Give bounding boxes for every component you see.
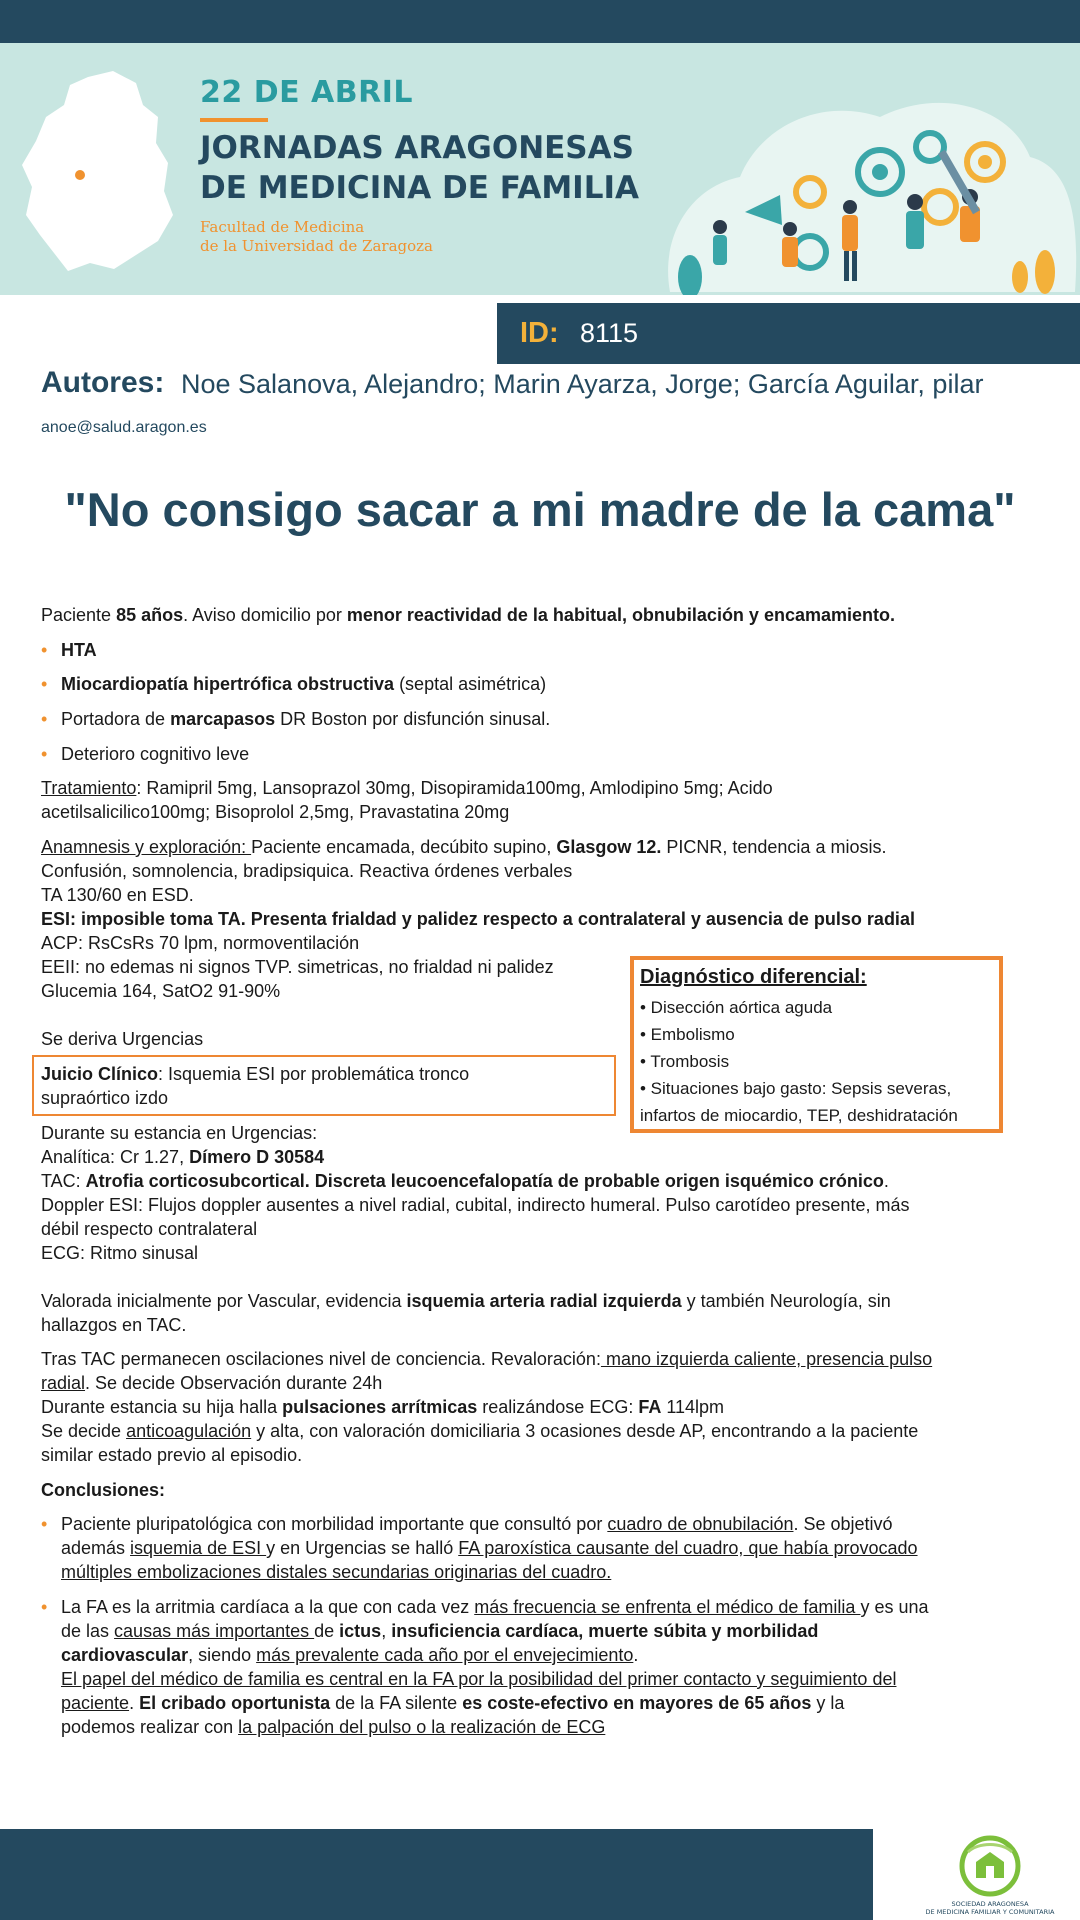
tratamiento-line-1: Tratamiento: Ramipril 5mg, Lansoprazol 30mg, Disopiramida100mg, Amlodipino 5mg; Acido [41, 778, 773, 798]
antecedente-deterioro: Deterioro cognitivo leve [61, 744, 250, 764]
diagnostico-item: • Disección aórtica aguda [640, 998, 833, 1017]
tratamiento-line-2: acetilsalicilico100mg; Bisoprolol 2,5mg, Pravastatina 20mg [41, 802, 510, 822]
diagnostico-item: infartos de miocardio, TEP, deshidratación [640, 1106, 958, 1125]
id-label: ID: [520, 317, 559, 349]
evolucion-line-1: Tras TAC permanecen oscilaciones nivel de conciencia. Revaloración: mano izquierda caliente, presencia pulso [41, 1349, 933, 1369]
faculty-name [200, 218, 460, 256]
event-banner [0, 43, 1080, 295]
case-title: "No consigo sacar a mi madre de la cama" [64, 483, 1016, 536]
authors-label: Autores: [41, 366, 165, 399]
intro-paragraph: Paciente 85 años. Aviso domicilio por menor reactividad de la habitual, obnubilación y encamamiento. [41, 605, 895, 625]
valorada-line-1: Valorada inicialmente por Vascular, evidencia isquemia arteria radial izquierda y también Neurología, sin [41, 1291, 891, 1311]
anamnesis-line-2: Confusión, somnolencia, bradipsiquica. Reactiva órdenes verbales [41, 861, 573, 881]
evolucion-line-2: radial. Se decide Observación durante 24h [41, 1373, 383, 1393]
bullet-marker: • [41, 1514, 48, 1534]
conclusion-2-line-4: El papel del médico de familia es central en la FA por la posibilidad del primer contacto y seguimiento del [61, 1669, 897, 1689]
evolucion-line-4: Se decide anticoagulación y alta, con valoración domiciliaria 3 ocasiones desde AP, encontrando a la paciente [41, 1421, 919, 1441]
conclusiones-title: Conclusiones: [41, 1480, 166, 1500]
conclusion-2-line-6: podemos realizar con la palpación del pulso o la realización de ECG [61, 1717, 606, 1737]
diagnostico-item: • Situaciones bajo gasto: Sepsis severas, [640, 1079, 952, 1098]
bullet-marker: • [41, 744, 48, 764]
conclusion-2-line-3: cardiovascular, siendo más prevalente cada año por el envejecimiento. [61, 1645, 639, 1665]
conclusion-1-line-3: múltiples embolizaciones distales secundarias originarias del cuadro. [61, 1562, 612, 1582]
bullet-marker: • [41, 640, 48, 660]
anamnesis-line-3: TA 130/60 en ESD. [41, 885, 194, 905]
antecedente-marcapasos: Portadora de marcapasos DR Boston por disfunción sinusal. [61, 709, 551, 729]
conclusion-1-line-2: además isquemia de ESI y en Urgencias se halló FA paroxística causante del cuadro, que había provocado [61, 1538, 918, 1558]
event-date: 22 DE ABRIL [200, 75, 413, 110]
deriva-urgencias: Se deriva Urgencias [41, 1029, 204, 1049]
conclusion-2-line-2: de las causas más importantes de ictus, insuficiencia cardíaca, muerte súbita y morbilidad [61, 1621, 819, 1641]
faculty-line-2: de la Universidad de Zaragoza [200, 237, 433, 255]
anamnesis-line-1: Anamnesis y exploración: Paciente encamada, decúbito supino, Glasgow 12. PICNR, tendencia a miosis. [41, 837, 887, 857]
diagnostico-item: • Trombosis [640, 1052, 730, 1071]
urgencias-doppler-cont: débil respecto contralateral [41, 1219, 258, 1239]
bottom-bar [0, 1829, 873, 1920]
juicio-clinico-line-1: Juicio Clínico: Isquemia ESI por problemática tronco [41, 1064, 470, 1084]
evolucion-line-5: similar estado previo al episodio. [41, 1445, 303, 1465]
bullet-marker: • [41, 674, 48, 694]
urgencias-tac: TAC: Atrofia corticosubcortical. Discreta leucoencefalopatía de probable origen isquémico crónico. [41, 1171, 889, 1191]
date-underline [200, 118, 268, 122]
urgencias-doppler: Doppler ESI: Flujos doppler ausentes a nivel radial, cubital, indirecto humeral. Pulso carotídeo presente, más [41, 1195, 910, 1215]
bullet-marker: • [41, 709, 48, 729]
faculty-line-1: Facultad de Medicina [200, 218, 365, 236]
juicio-clinico-line-2: supraórtico izdo [41, 1088, 169, 1108]
authors-names: Noe Salanova, Alejandro; Marin Ayarza, Jorge; García Aguilar, pilar [181, 369, 984, 399]
evolucion-line-3: Durante estancia su hija halla pulsaciones arrítmicas realizándose ECG: FA 114lpm [41, 1397, 725, 1417]
conclusion-2-line-1: La FA es la arritmia cardíaca a la que con cada vez más frecuencia se enfrenta el médico de familia y es una [61, 1597, 929, 1617]
anamnesis-line-4: ESI: imposible toma TA. Presenta frialdad y palidez respecto a contralateral y ausencia de pulso radial [41, 909, 915, 929]
bullet-marker: • [41, 1597, 48, 1617]
top-bar [0, 0, 1080, 43]
event-title: JORNADAS ARAGONESAS DE MEDICINA DE FAMILIA [200, 130, 639, 206]
antecedente-hta: HTA [61, 640, 97, 660]
urgencias-analitica: Analítica: Cr 1.27, Dímero D 30584 [41, 1147, 325, 1167]
anamnesis-line-5: ACP: RsCsRs 70 lpm, normoventilación [41, 933, 360, 953]
conclusion-1-line-1: Paciente pluripatológica con morbilidad importante que consultó por cuadro de obnubilación. Se objetivó [61, 1514, 893, 1534]
diagnostico-item: • Embolismo [640, 1025, 735, 1044]
anamnesis-line-6: EEII: no edemas ni signos TVP. simetricas, no frialdad ni palidez [41, 957, 554, 977]
diagnostico-title: Diagnóstico diferencial: [640, 966, 867, 988]
urgencias-ecg: ECG: Ritmo sinusal [41, 1243, 199, 1263]
teamwork-gears-illustration [650, 77, 1080, 295]
valorada-line-2: hallazgos en TAC. [41, 1315, 187, 1335]
antecedente-miocardiopatia: Miocardiopatía hipertrófica obstructiva (septal asimétrica) [61, 674, 547, 694]
anamnesis-line-7: Glucemia 164, SatO2 91-90% [41, 981, 281, 1001]
society-logo-text: SOCIEDAD ARAGONESA DE MEDICINA FAMILIAR Y COMUNITARIA [925, 1900, 1055, 1916]
aragon-map-icon [18, 65, 178, 275]
conclusion-2-line-5: paciente. El cribado oportunista de la FA silente es coste-efectivo en mayores de 65 años y la [61, 1693, 845, 1713]
id-value: 8115 [580, 318, 639, 348]
urgencias-line-1: Durante su estancia en Urgencias: [41, 1123, 318, 1143]
author-email: anoe@salud.aragon.es [41, 419, 207, 436]
